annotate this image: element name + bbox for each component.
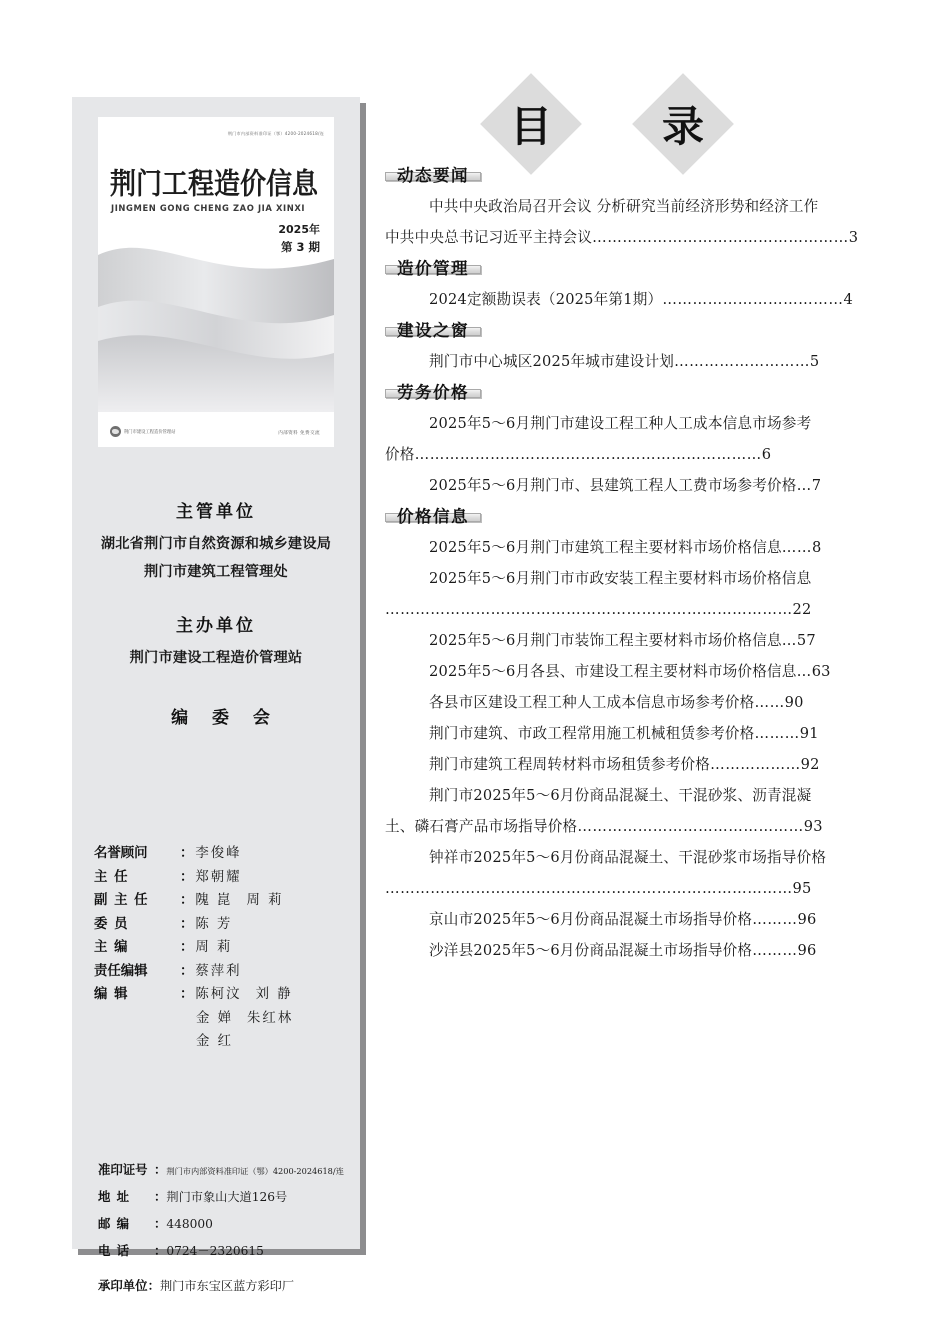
toc-leader-dots: ……… [752, 942, 798, 959]
cover-permit-note: 荆门市内部资料准印证（鄂）4200-2024618/连 [227, 131, 324, 136]
printer-row [98, 1276, 348, 1294]
toc-section-heading-wrap [385, 383, 885, 402]
committee-name: 陈柯汶 [195, 987, 242, 1002]
toc-page-number: 96 [797, 942, 817, 959]
toc-entry[interactable] [385, 284, 885, 315]
organizer-line-0: 荆门市建设工程造价管理站 [129, 650, 303, 666]
toc-page-number: 8 [811, 539, 822, 556]
committee-names [195, 889, 283, 908]
toc-entry[interactable] [385, 873, 885, 904]
toc-leader-dots: … [796, 477, 812, 494]
cover-free-note: 内部资料 免费交流 [278, 431, 320, 436]
toc-title-diamond-1 [480, 73, 582, 175]
toc-leader-dots: ……………………………………………………………………… [385, 601, 793, 618]
toc-page-number: 5 [809, 353, 820, 370]
toc-entry[interactable] [385, 625, 885, 656]
cover-year: 2025年 [278, 223, 320, 236]
committee-name: 刘 静 [255, 987, 293, 1002]
toc-leader-dots: …… [781, 539, 812, 556]
organizer-heading: 主办单位 [176, 616, 256, 636]
imprint-label: 电 话 [98, 1243, 129, 1258]
committee-name: 金 红 [196, 1034, 234, 1049]
committee-role-label: 委 员 [94, 916, 128, 932]
magazine-cover-image [98, 117, 334, 447]
toc-entry-title: 荆门市建筑工程周转材料市场租赁参考价格 [429, 756, 711, 773]
committee-name: 周 莉 [195, 940, 233, 955]
committee-name: 蔡萍利 [195, 963, 242, 979]
toc-entry-line[interactable]: 2025年5～6月荆门市建设工程工种人工成本信息市场参考 [429, 415, 812, 432]
imprint-colon: ： [154, 1162, 167, 1177]
toc-entry[interactable] [385, 470, 885, 501]
toc-section-heading: 建设之窗 [385, 327, 481, 336]
toc-sections [385, 166, 885, 966]
toc-section-heading: 动态要闻 [385, 172, 481, 181]
toc-section-heading-wrap [385, 259, 885, 278]
cover-wave-graphic [98, 237, 334, 412]
toc-entry-group [385, 408, 885, 501]
committee-colon: ： [180, 893, 194, 908]
committee-colon: ： [180, 987, 194, 1002]
toc-page-number: 63 [811, 663, 831, 680]
toc-entry-line[interactable]: 中共中央政治局召开会议 分析研究当前经济形势和经济工作 [429, 198, 819, 215]
imprint-label: 邮 编 [98, 1216, 129, 1231]
supervisor-heading: 主管单位 [176, 502, 256, 522]
toc-page-number: 22 [792, 601, 812, 618]
committee-colon: ： [180, 940, 194, 955]
toc-entry-line[interactable]: 荆门市2025年5～6月份商品混凝土、干混砂浆、沥青混凝 [429, 787, 812, 804]
printer-colon: ： [147, 1278, 160, 1293]
toc-title-diamond-2 [632, 73, 734, 175]
toc-section [385, 507, 885, 966]
imprint-value: 448000 [166, 1217, 213, 1231]
toc-leader-dots: ……………………………………………………………………… [385, 880, 793, 897]
cover-logo-label: 荆门市建设工程造价管理站 [124, 429, 176, 435]
toc-leader-dots: … [781, 632, 797, 649]
toc-entry[interactable] [385, 532, 885, 563]
toc-entry-line[interactable]: 2025年5～6月荆门市市政安装工程主要材料市场价格信息 [429, 570, 812, 587]
committee-role-label: 副 主 任 [94, 893, 148, 908]
committee-name: 隗 崑 [195, 893, 233, 908]
masthead-panel [72, 97, 360, 1293]
committee-names [195, 936, 232, 955]
toc-entry[interactable] [385, 346, 885, 377]
toc-entry-line[interactable]: 钟祥市2025年5～6月份商品混凝土、干混砂浆市场指导价格 [429, 849, 827, 866]
toc-section [385, 166, 885, 253]
toc-entry-title: 2025年5～6月荆门市装饰工程主要材料市场价格信息 [429, 632, 782, 649]
toc-entry-title: 京山市2025年5～6月份商品混凝土市场指导价格 [429, 911, 753, 928]
toc-leader-dots: ……………… [710, 756, 801, 773]
committee-row [94, 842, 344, 859]
toc-section [385, 383, 885, 501]
toc-entry-title: 各县市区建设工程工种人工成本信息市场参考价格 [429, 694, 755, 711]
toc-entry[interactable] [385, 687, 885, 718]
cover-title: 荆门工程造价信息 [110, 167, 319, 202]
toc-page-number: 90 [784, 694, 804, 711]
printer-label: 承印单位 [98, 1278, 148, 1293]
committee-role-label: 主 编 [94, 940, 128, 955]
supervisor-line-1: 荆门市建筑工程管理处 [144, 564, 288, 580]
imprint-label: 地 址 [98, 1189, 129, 1204]
cover-issue: 第 3 期 [280, 240, 320, 254]
toc-title [385, 80, 885, 172]
toc-entry[interactable] [385, 749, 885, 780]
toc-leader-dots: ……… [754, 725, 800, 742]
toc-page-number: 91 [799, 725, 819, 742]
imprint-value: 荆门市内部资料准印证（鄂）4200-2024618/连 [166, 1166, 344, 1176]
toc-page-number: 96 [797, 911, 817, 928]
committee-heading: 编 委 会 [171, 708, 279, 728]
committee-colon [180, 1011, 194, 1026]
toc-entry-title: 土、磷石膏产品市场指导价格 [385, 818, 578, 835]
committee-role-label [94, 1011, 180, 1026]
supervisor-line-0: 湖北省荆门市自然资源和城乡建设局 [100, 536, 332, 552]
toc-page-number: 57 [796, 632, 816, 649]
toc-entry[interactable] [385, 811, 885, 842]
imprint-colon: ： [154, 1216, 167, 1231]
committee-name: 陈 芳 [195, 916, 233, 932]
toc-section [385, 259, 885, 315]
committee-name: 李俊峰 [195, 846, 242, 861]
committee-name: 郑朝耀 [195, 869, 242, 885]
committee-role-label: 名誉顾问 [94, 846, 148, 861]
committee-name: 金 婵 [196, 1010, 234, 1026]
toc-leader-dots: …………………………………………………………… [414, 446, 762, 463]
committee-row [94, 913, 344, 930]
imprint-value: 荆门市象山大道126号 [166, 1190, 288, 1204]
imprint-row [98, 1187, 348, 1205]
toc-section-heading-wrap [385, 507, 885, 526]
toc-entry[interactable] [385, 935, 885, 966]
editorial-board-list [94, 842, 344, 1054]
imprint-row [98, 1160, 348, 1178]
committee-colon: ： [180, 869, 194, 885]
toc-section-heading: 造价管理 [385, 265, 481, 274]
imprint-label: 准印证号 [98, 1162, 148, 1177]
toc-entry-title: 荆门市中心城区2025年城市建设计划 [429, 353, 675, 370]
toc-title-char-2: 录 [661, 102, 704, 151]
committee-row [94, 936, 344, 953]
toc-entry-title: 中共中央总书记习近平主持会议 [385, 229, 593, 246]
cover-publisher [110, 426, 176, 437]
committee-names [196, 1030, 233, 1049]
toc-entry[interactable] [385, 904, 885, 935]
toc-entry[interactable] [385, 718, 885, 749]
committee-names [195, 842, 241, 861]
toc-leader-dots: ……………………… [674, 353, 810, 370]
toc-entry[interactable] [385, 439, 885, 470]
committee-role-label: 责任编辑 [94, 963, 148, 979]
cover-footer [98, 423, 334, 437]
toc-page-number: 95 [792, 880, 812, 897]
toc-entry-title: 沙洋县2025年5～6月份商品混凝土市场指导价格 [429, 942, 753, 959]
toc-page-number: 6 [761, 446, 772, 463]
committee-names [196, 1007, 293, 1026]
imprint-value: 0724－2320615 [166, 1244, 264, 1258]
toc-entry-group [385, 191, 885, 253]
committee-colon: ： [180, 916, 194, 932]
toc-page-number: 3 [848, 229, 859, 246]
toc-leader-dots: … [796, 663, 812, 680]
toc-leader-dots: …… [754, 694, 785, 711]
toc-page-number: 92 [800, 756, 820, 773]
toc-leader-dots: ……………………………… [662, 291, 844, 308]
imprint-row [98, 1214, 348, 1232]
toc-page-number: 4 [843, 291, 853, 308]
printer-value: 荆门市东宝区蓝方彩印厂 [159, 1279, 295, 1293]
toc-section [385, 321, 885, 377]
toc-entry-group [385, 346, 885, 377]
imprint-colon: ： [154, 1189, 167, 1204]
committee-name: 朱红林 [247, 1010, 294, 1026]
toc-section-heading: 劳务价格 [385, 389, 481, 398]
committee-names [195, 913, 232, 932]
committee-row [94, 889, 344, 906]
committee-colon: ： [180, 963, 194, 979]
toc-section-heading-wrap [385, 321, 885, 340]
imprint-row [98, 1241, 348, 1259]
table-of-contents [385, 80, 885, 978]
committee-row [94, 983, 344, 1000]
committee-names [195, 983, 292, 1002]
toc-entry-title: 2025年5～6月荆门市建筑工程主要材料市场价格信息 [429, 539, 782, 556]
toc-entry-title: 价格 [385, 446, 415, 463]
toc-entry-title: 2025年5～6月荆门市、县建筑工程人工费市场参考价格 [429, 477, 797, 494]
cover-pinyin: JINGMEN GONG CHENG ZAO JIA XINXI [111, 203, 306, 213]
committee-role-label: 主 任 [94, 869, 128, 885]
committee-colon [180, 1034, 194, 1049]
toc-title-char-1: 目 [509, 102, 552, 151]
toc-leader-dots: ……… [752, 911, 798, 928]
imprint-block [98, 1160, 348, 1303]
committee-names [195, 866, 241, 885]
toc-entry[interactable] [385, 594, 885, 625]
committee-name: 周 莉 [246, 893, 284, 908]
toc-entry[interactable] [385, 656, 885, 687]
toc-leader-dots: ……………………………………… [577, 818, 804, 835]
toc-entry[interactable] [385, 222, 885, 253]
committee-role-label: 编 辑 [94, 987, 128, 1002]
committee-role-label [94, 1034, 180, 1049]
committee-row [94, 866, 344, 883]
toc-section-heading: 价格信息 [385, 513, 481, 522]
publisher-logo-icon [110, 426, 121, 437]
toc-page-number: 93 [803, 818, 823, 835]
toc-section-heading-wrap [385, 166, 885, 185]
committee-row [94, 1007, 344, 1024]
committee-row [94, 960, 344, 977]
toc-entry-group [385, 284, 885, 315]
toc-leader-dots: …………………………………………… [592, 229, 849, 246]
toc-entry-title: 荆门市建筑、市政工程常用施工机械租赁参考价格 [429, 725, 755, 742]
imprint-colon: ： [154, 1243, 167, 1258]
toc-page-number: 7 [811, 477, 822, 494]
committee-names [195, 960, 241, 979]
committee-row [94, 1030, 344, 1047]
toc-entry-title: 2025年5～6月各县、市建设工程主要材料市场价格信息 [429, 663, 797, 680]
toc-entry-title: 2024定额勘误表（2025年第1期） [429, 291, 663, 308]
toc-entry-group [385, 532, 885, 966]
committee-colon: ： [180, 846, 194, 861]
